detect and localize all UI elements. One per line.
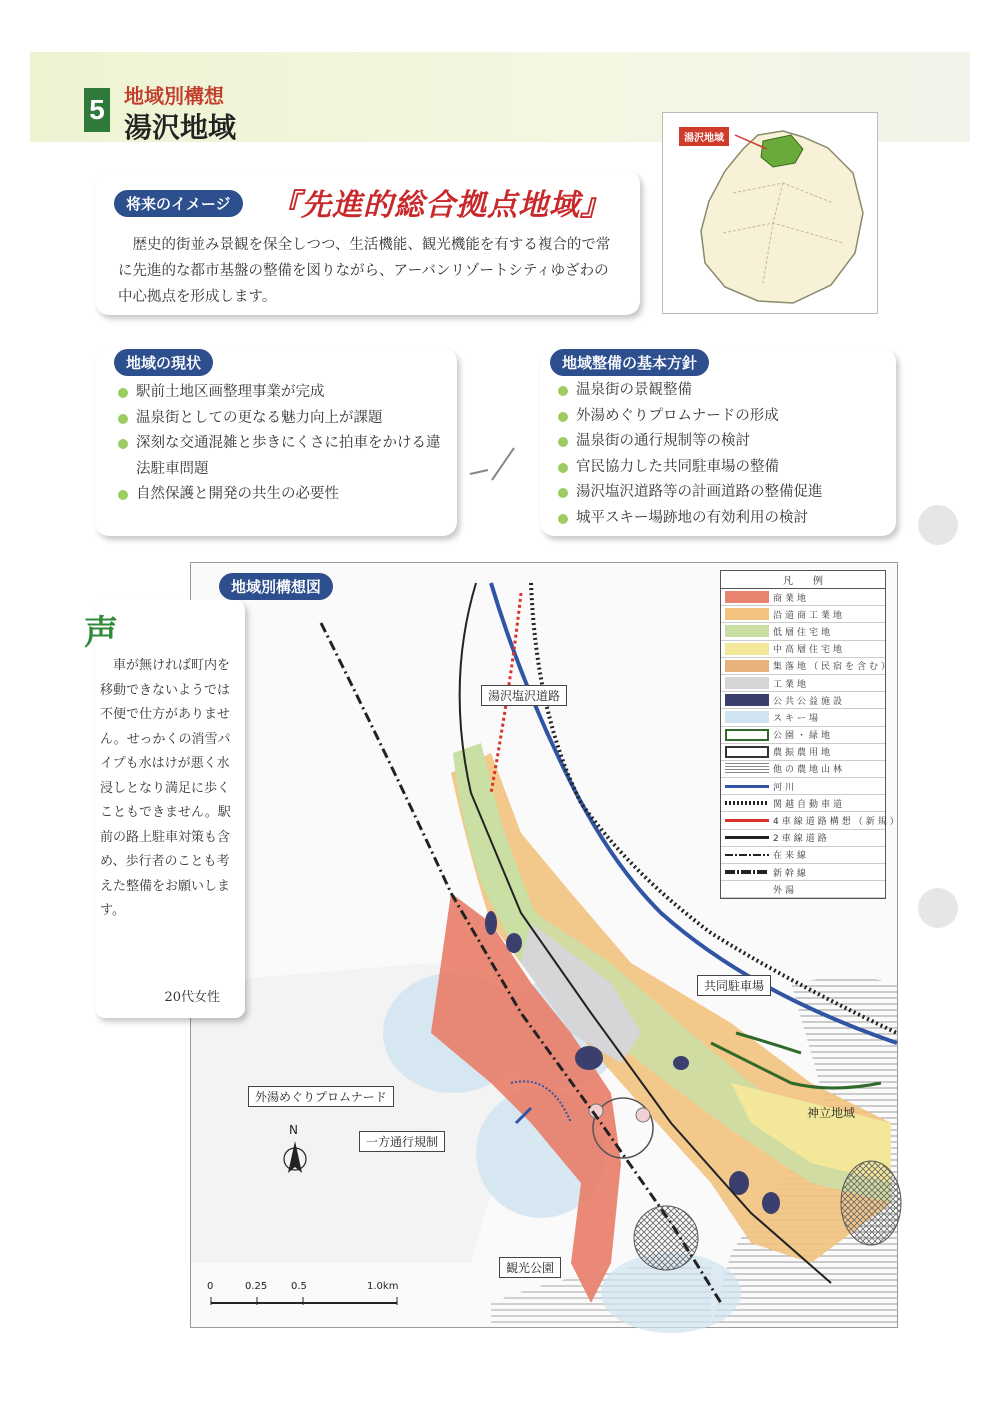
north-arrow-icon: [283, 1139, 307, 1179]
legend-label: 中高層住宅地: [773, 645, 846, 656]
legend-swatch: [725, 729, 769, 741]
callout-oneway: 一方通行規制: [359, 1131, 445, 1152]
list-item: 温泉街の通行規制等の検討: [556, 429, 886, 455]
legend-item: [721, 864, 885, 881]
legend-label: 農振農用地: [773, 748, 834, 759]
legend-label: 商業地: [773, 593, 810, 604]
legend-item: [721, 847, 885, 864]
section-number: 5: [84, 88, 110, 132]
policy-list: [556, 378, 886, 531]
legend-item: [721, 727, 885, 744]
connector-mark: [462, 440, 522, 490]
legend-label: 新幹線: [773, 868, 810, 879]
legend-label: スキー場: [773, 713, 822, 724]
list-item: 官民協力した共同駐車場の整備: [556, 455, 886, 481]
scale-0: 0: [207, 1281, 214, 1292]
legend-label: 在来線: [773, 851, 810, 862]
legend-label: 公共公益施設: [773, 696, 846, 707]
legend-swatch: [725, 694, 769, 706]
legend-swatch: [725, 660, 769, 672]
legend-swatch: [725, 746, 769, 758]
legend-item: [721, 709, 885, 726]
legend-label: 2車線道路: [773, 834, 830, 845]
mini-map-label: 湯沢地域: [679, 127, 729, 146]
legend-swatch: [725, 797, 769, 809]
legend-title: 凡 例: [721, 571, 885, 589]
legend-label: 他の農地山林: [773, 765, 846, 776]
legend-item: [721, 623, 885, 640]
legend-item: [721, 589, 885, 606]
legend-item: [721, 812, 902, 829]
legend-swatch: [725, 763, 769, 775]
list-item: 駅前土地区画整理事業が完成: [116, 380, 446, 406]
scale-05: 0.5: [291, 1281, 307, 1292]
legend-item: [721, 830, 885, 847]
legend-swatch: [725, 591, 769, 603]
list-item: 自然保護と開発の共生の必要性: [116, 482, 446, 508]
legend-label: 外湯: [773, 885, 798, 896]
list-item: 湯沢塩沢道路等の計画道路の整備促進: [556, 480, 886, 506]
punch-hole: [918, 888, 958, 928]
legend-rows: [721, 589, 902, 898]
legend-swatch: [725, 883, 769, 895]
legend-item: [721, 881, 885, 898]
legend-label: 公園・緑地: [773, 731, 834, 742]
public-facility: [485, 911, 497, 935]
list-item: 温泉街の景観整備: [556, 378, 886, 404]
callout-parking: 共同駐車場: [697, 975, 771, 996]
map-label: 地域別構想図: [219, 573, 333, 600]
legend-item: [721, 692, 885, 709]
voice-signature: 20代女性: [164, 990, 220, 1005]
legend-item: [721, 778, 885, 795]
list-item: 外湯めぐりプロムナードの形成: [556, 404, 886, 430]
legend-swatch: [725, 711, 769, 723]
outdoor-bath: [636, 1108, 650, 1122]
legend-label: 沿道商工業地: [773, 610, 846, 621]
current-status-list: [116, 380, 446, 508]
current-status-label: 地域の現状: [114, 349, 213, 376]
callout-road: 湯沢塩沢道路: [481, 685, 567, 706]
callout-park: 観光公園: [499, 1257, 561, 1278]
legend-item: [721, 641, 885, 658]
section-title: 湯沢地域: [124, 113, 237, 144]
legend-swatch: [725, 677, 769, 689]
public-facility: [762, 1192, 780, 1214]
legend-label: 4車線道路構想（新規）: [773, 817, 902, 828]
public-facility: [673, 1056, 689, 1070]
section-subtitle: 地域別構想: [124, 86, 224, 108]
legend-swatch: [725, 608, 769, 620]
list-item: 深刻な交通混雑と歩きにくさに拍車をかける違法駐車問題: [116, 431, 446, 482]
legend-item: [721, 795, 885, 812]
callout-kandatsu: 神立地域: [807, 1106, 856, 1120]
legend-swatch: [725, 832, 769, 844]
legend-item: [721, 761, 885, 778]
legend-swatch: [725, 643, 769, 655]
punch-hole: [918, 505, 958, 545]
scale-bar: [209, 1293, 399, 1313]
legend-swatch: [725, 866, 769, 878]
list-item: 温泉街としての更なる魅力向上が課題: [116, 406, 446, 432]
legend-label: 低層住宅地: [773, 627, 834, 638]
callout-promenade: 外湯めぐりプロムナード: [248, 1086, 394, 1107]
legend-swatch: [725, 815, 769, 827]
legend-label: 集落地（民宿を含む）: [773, 662, 894, 673]
legend-swatch: [725, 625, 769, 637]
legend-item: [721, 606, 885, 623]
public-facility: [575, 1046, 603, 1070]
scale-025: 0.25: [245, 1281, 268, 1292]
vision-title: 『先進的総合拠点地域』: [270, 189, 611, 222]
policy-label: 地域整備の基本方針: [550, 349, 709, 376]
north-label: N: [289, 1123, 298, 1137]
voice-heading: 声: [84, 613, 118, 653]
legend-label: 工業地: [773, 679, 810, 690]
vision-label: 将来のイメージ: [114, 190, 243, 217]
map-legend: [720, 570, 902, 899]
voice-text: 車が無ければ町内を移動できないようでは不便で仕方がありません。せっかくの消雪パイプも水はけが悪く水浸しとなり満足に歩くこともできません。駅前の路上駐車対策も含め、歩行者のことも考えた整備をお願いします。: [100, 658, 231, 918]
legend-label: 河川: [773, 782, 798, 793]
public-facility: [506, 933, 522, 953]
scale-10km: 1.0km: [367, 1281, 399, 1292]
location-mini-map: [662, 112, 878, 314]
legend-swatch: [725, 849, 769, 861]
legend-item: [721, 658, 894, 675]
legend-item: [721, 675, 885, 692]
vision-text: 歴史的街並み景観を保全しつつ、生活機能、観光機能を有する複合的で常に先進的な都市基盤の整備を図りながら、アーバンリゾートシティゆざわの中心拠点を形成します。: [118, 237, 611, 305]
hatched-area-east: [841, 1161, 901, 1245]
legend-swatch: [725, 780, 769, 792]
legend-item: [721, 744, 885, 761]
legend-label: 関越自動車道: [773, 799, 846, 810]
list-item: 城平スキー場跡地の有効利用の検討: [556, 506, 886, 532]
